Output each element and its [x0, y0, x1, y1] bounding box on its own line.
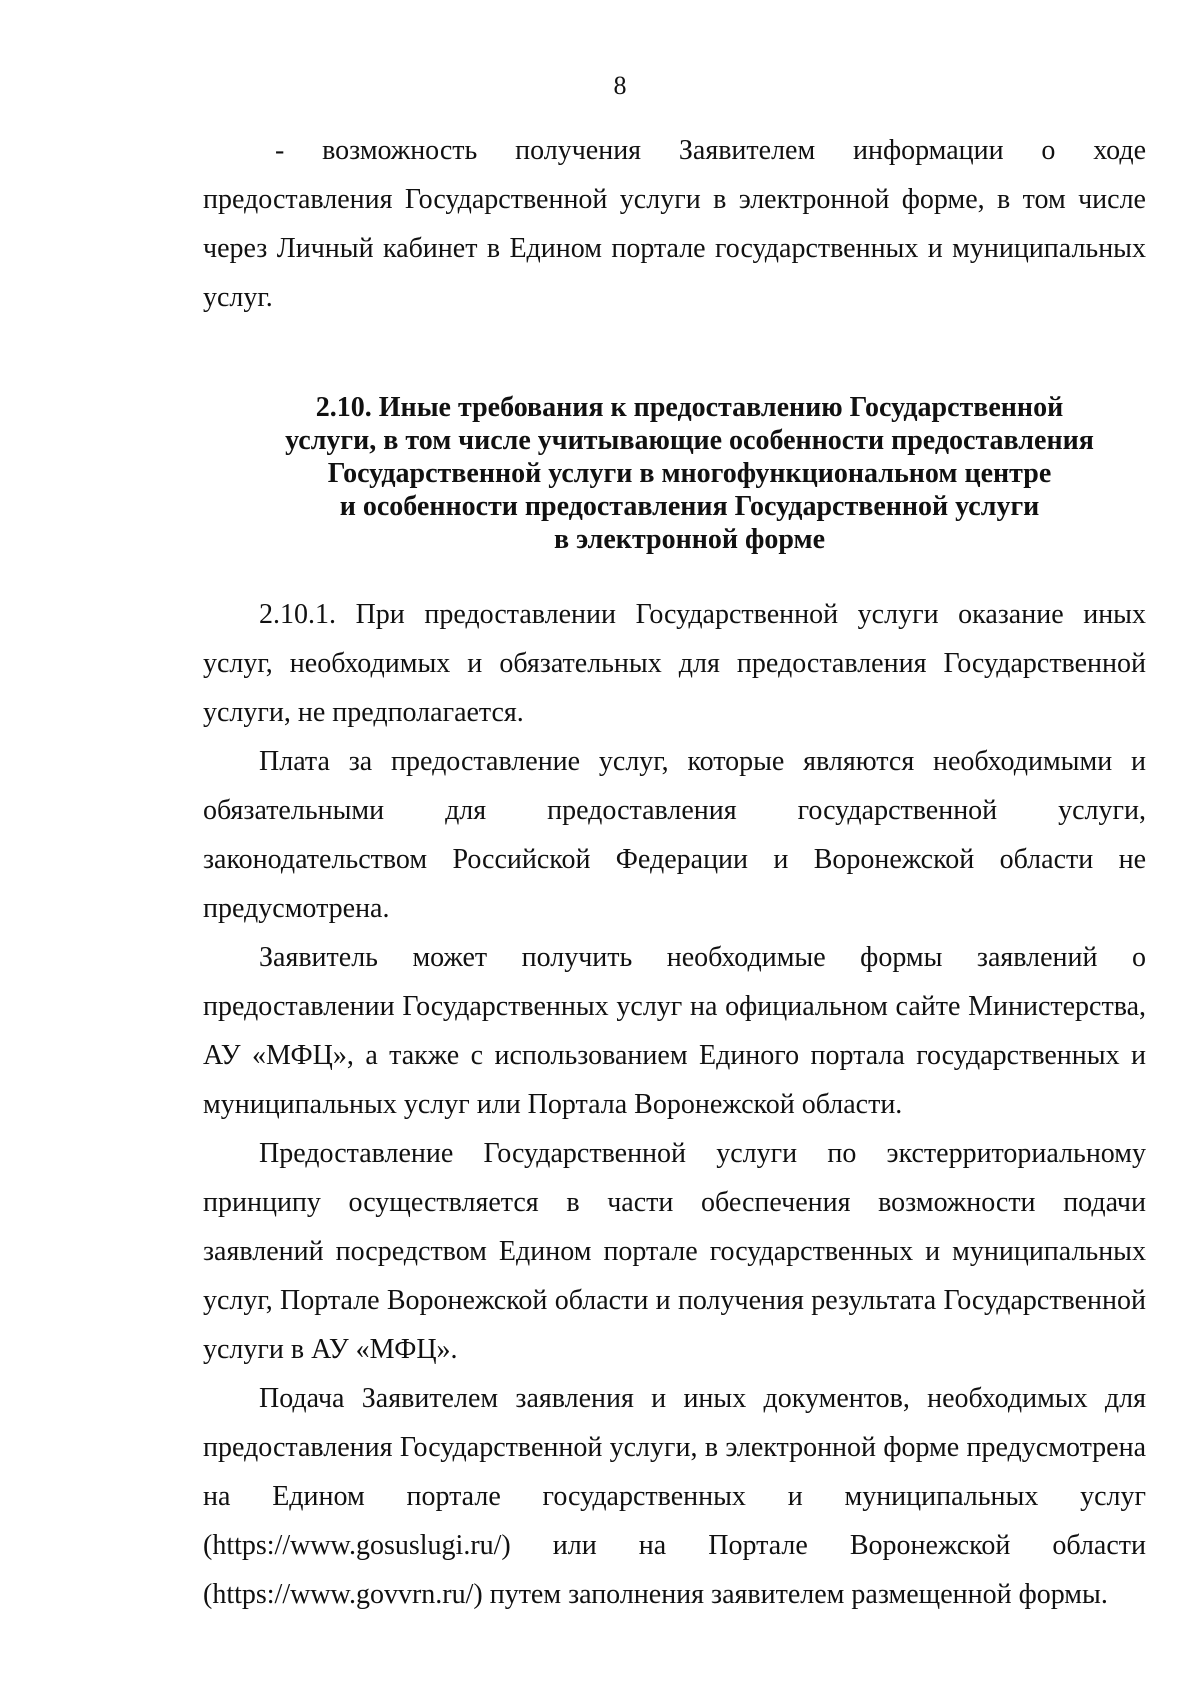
- paragraph-2-10-1: 2.10.1. При предоставлении Государственной услуги оказание иных услуг, необходимых и обязательных для предоставления Государственной услуги, не предполагается.: [203, 599, 1146, 728]
- paragraph-electronic-submission: Подача Заявителем заявления и иных документов, необходимых для предоставления Государственной услуги, в электронной форме предусмотрена на Едином портале государственных и муниципальных услуг (https://www.gosuslugi.ru/) или на Портале Воронежской области (https://www.govvrn.ru/) путем заполнения заявителем размещенной формы.: [203, 1383, 1146, 1610]
- section-heading-line: и особенности предоставления Государственной услуги: [339, 491, 1040, 522]
- section-heading-line: услуги, в том числе учитывающие особенности предоставления: [285, 425, 1094, 456]
- section-heading: [240, 391, 1110, 556]
- document-body: [203, 126, 1146, 1619]
- section-heading-line: 2.10. Иные требования к предоставлению Государственной: [315, 392, 1064, 423]
- intro-paragraph: - возможность получения Заявителем информации о ходе предоставления Государственной услуги в электронной форме, в том числе через Личный кабинет в Едином портале государственных и муниципальных услуг.: [203, 135, 1146, 313]
- section-heading-line: Государственной услуги в многофункциональном центре: [327, 458, 1052, 489]
- paragraph-fee: Плата за предоставление услуг, которые являются необходимыми и обязательными для предоставления государственной услуги, законодательством Российской Федерации и Воронежской области не предусмотрена.: [203, 746, 1146, 924]
- page-number: 8: [613, 71, 627, 100]
- section-heading-line: в электронной форме: [553, 524, 826, 555]
- paragraph-extraterritorial: Предоставление Государственной услуги по экстерриториальному принципу осуществляется в части обеспечения возможности подачи заявлений посредством Едином портале государственных и муниципальных услуг, Портале Воронежской области и получения результата Государственной услуги в АУ «МФЦ».: [203, 1138, 1146, 1365]
- paragraph-forms: Заявитель может получить необходимые формы заявлений о предоставлении Государственных услуг на официальном сайте Министерства, АУ «МФЦ», а также с использованием Единого портала государственных и муниципальных услуг или Портала Воронежской области.: [203, 942, 1146, 1120]
